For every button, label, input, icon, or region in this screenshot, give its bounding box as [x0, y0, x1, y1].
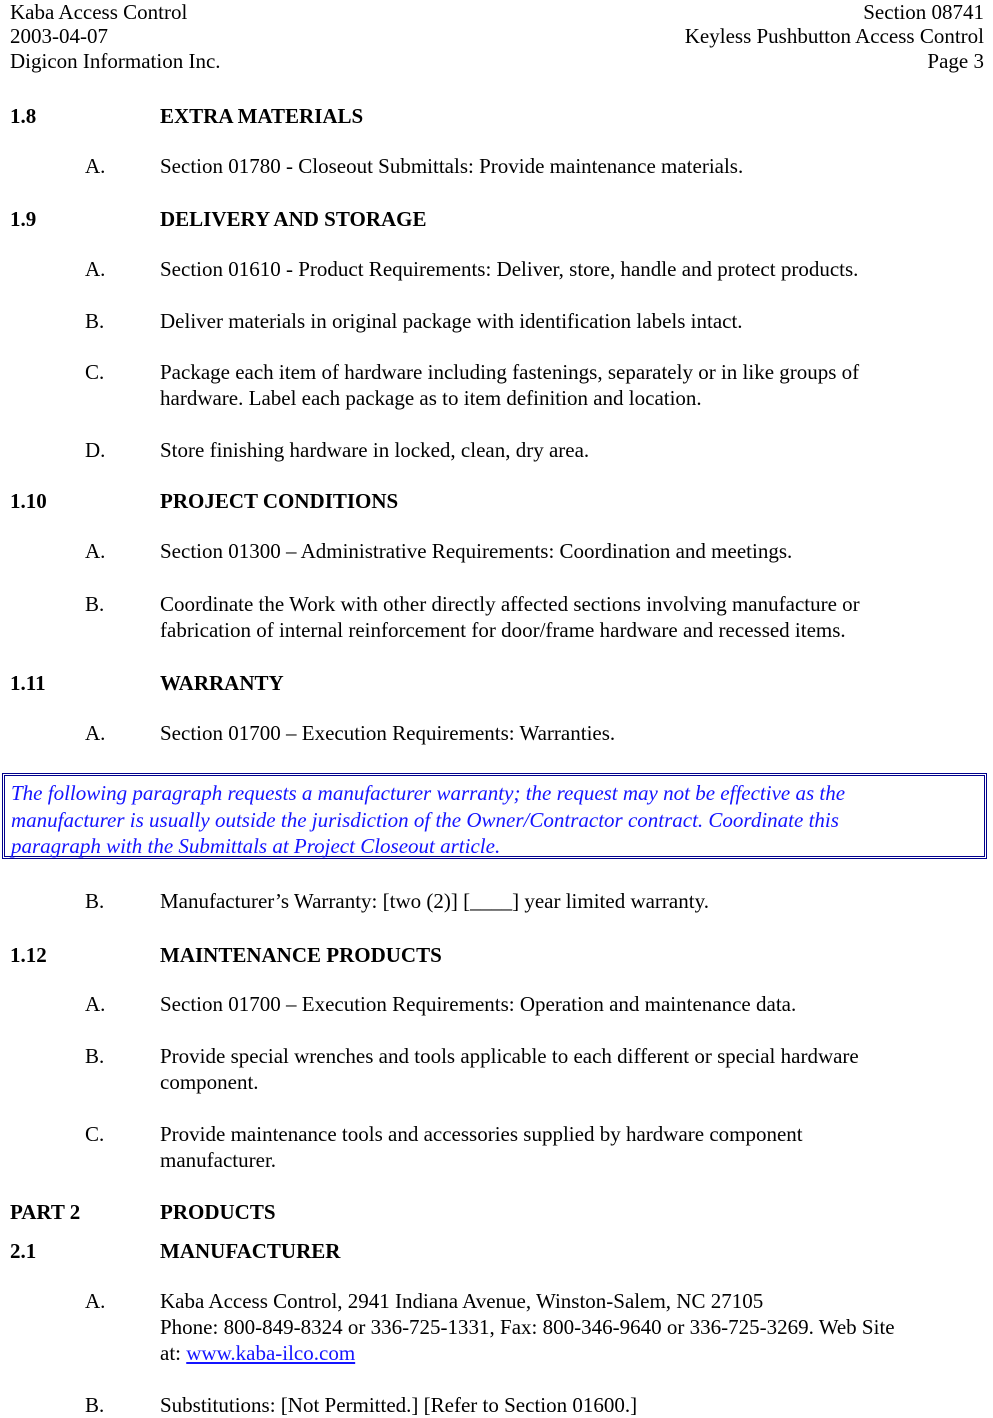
item-letter: A.: [85, 992, 106, 1016]
item-letter: A.: [85, 539, 106, 563]
section-title: MAINTENANCE PRODUCTS: [160, 943, 442, 967]
header-company: Kaba Access Control: [10, 0, 188, 24]
header-section: Section 08741: [863, 0, 984, 24]
section-title: DELIVERY AND STORAGE: [160, 207, 427, 231]
item-letter: C.: [85, 1122, 105, 1146]
website-link[interactable]: www.kaba-ilco.com: [186, 1341, 356, 1365]
item-text: Deliver materials in original package with identification labels intact.: [160, 309, 743, 333]
section-title: EXTRA MATERIALS: [160, 104, 364, 128]
header-section-title: Keyless Pushbutton Access Control: [684, 24, 984, 48]
item-text-line: fabrication of internal reinforcement for door/frame hardware and recessed items.: [160, 618, 846, 642]
item-text: Manufacturer’s Warranty: [two (2)] [____] year limited warranty.: [160, 889, 709, 913]
item-text-line: [160, 1340, 980, 1366]
specifier-note-box: [2, 773, 987, 859]
section-number: 1.12: [10, 943, 47, 967]
item-letter: A.: [85, 721, 106, 745]
item-text-line: Kaba Access Control, 2941 Indiana Avenue, Winston-Salem, NC 27105: [160, 1289, 764, 1313]
item-text: Section 01610 - Product Requirements: Deliver, store, handle and protect products.: [160, 257, 859, 281]
section-number: 2.1: [10, 1239, 37, 1263]
item-letter: B.: [85, 1393, 105, 1417]
item-letter: B.: [85, 889, 105, 913]
item-letter: B.: [85, 309, 105, 333]
item-letter: A.: [85, 257, 106, 281]
item-letter: B.: [85, 1044, 105, 1068]
section-number: 1.8: [10, 104, 37, 128]
item-text: Section 01700 – Execution Requirements: Warranties.: [160, 721, 616, 745]
item-text: Store finishing hardware in locked, clean, dry area.: [160, 438, 590, 462]
section-number: 1.9: [10, 207, 37, 231]
item-text-line: manufacturer.: [160, 1148, 277, 1172]
web-site-prefix: at:: [160, 1341, 187, 1365]
item-text: Section 01700 – Execution Requirements: Operation and maintenance data.: [160, 992, 797, 1016]
header-page: Page 3: [927, 49, 984, 73]
item-text-line: Package each item of hardware including fastenings, separately or in like groups of: [160, 360, 860, 384]
item-letter: C.: [85, 360, 105, 384]
section-number: 1.11: [10, 671, 46, 695]
item-text-line: hardware. Label each package as to item definition and location.: [160, 386, 702, 410]
item-text-line: Phone: 800-849-8324 or 336-725-1331, Fax: 800-346-9640 or 336-725-3269. Web Site: [160, 1315, 895, 1339]
part-number: PART 2: [10, 1200, 81, 1224]
item-letter: A.: [85, 1289, 106, 1313]
note-line: The following paragraph requests a manufacturer warranty; the request may not be effective as the: [11, 781, 846, 805]
section-title: PROJECT CONDITIONS: [160, 489, 399, 513]
note-line: manufacturer is usually outside the jurisdiction of the Owner/Contractor contract. Coordinate this: [11, 807, 839, 832]
part-title: PRODUCTS: [160, 1200, 276, 1224]
item-letter: A.: [85, 154, 106, 178]
section-number: 1.10: [10, 489, 47, 513]
item-text-line: Provide maintenance tools and accessories supplied by hardware component: [160, 1122, 803, 1146]
section-title: MANUFACTURER: [160, 1239, 341, 1263]
header-line-2: [10, 24, 984, 49]
item-text-line: component.: [160, 1070, 259, 1094]
item-text: Section 01780 - Closeout Submittals: Provide maintenance materials.: [160, 154, 744, 178]
header-line-3: [10, 49, 984, 74]
item-text-line: Coordinate the Work with other directly affected sections involving manufacture or: [160, 592, 860, 616]
item-text: Section 01300 – Administrative Requirements: Coordination and meetings.: [160, 539, 793, 563]
item-letter: D.: [85, 438, 106, 462]
note-line: paragraph with the Submittals at Project Closeout article.: [11, 834, 501, 858]
item-text-line: Provide special wrenches and tools applicable to each different or special hardware: [160, 1044, 859, 1068]
section-title: WARRANTY: [160, 671, 284, 695]
item-letter: B.: [85, 592, 105, 616]
header-author: Digicon Information Inc.: [10, 49, 221, 73]
header-line-1: [10, 0, 984, 25]
header-date: 2003-04-07: [10, 24, 108, 48]
item-text: Substitutions: [Not Permitted.] [Refer to Section 01600.]: [160, 1393, 638, 1417]
